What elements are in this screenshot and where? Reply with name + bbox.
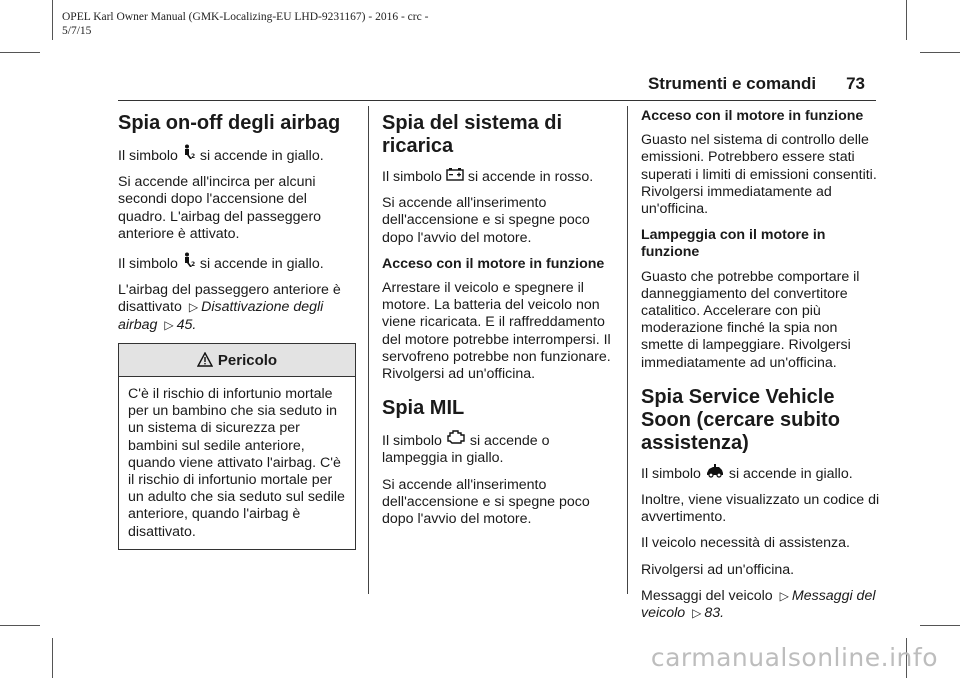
paragraph: Si accende all'incirca per alcuni secondi dopo l'accensione del quadro. L'airbag del passeggero anteriore è attivato. (118, 174, 322, 242)
paragraph (382, 167, 614, 186)
text: si accende in giallo. (199, 256, 324, 273)
paragraph (118, 252, 356, 273)
text: L'airbag del passeggero anteriore è disattivato (118, 282, 341, 316)
print-header (62, 10, 428, 38)
text: Il simbolo (118, 148, 178, 164)
reference-arrow-icon: ▷ (188, 300, 199, 315)
crop-mark (920, 625, 960, 626)
paragraph (382, 429, 614, 467)
subheading: Acceso con il motore in funzione (382, 255, 605, 272)
paragraph: Guasto nel sistema di controllo delle emissioni. Potrebbero essere stati superati i limiti di emissioni consentiti. Rivolgersi immediatamente ad un'officina. (641, 132, 877, 218)
column-3 (641, 108, 881, 631)
text: si accende o lampeggia in giallo. (382, 433, 550, 467)
watermark: carmanualsonline.info (650, 643, 938, 672)
subheading: Lampeggia con il motore in funzione (641, 227, 826, 261)
battery-icon (446, 167, 464, 185)
crop-mark (0, 52, 40, 53)
column-1 (118, 108, 356, 550)
text: Il simbolo (118, 256, 178, 273)
section-title: Strumenti e comandi (647, 74, 817, 93)
crop-mark (52, 638, 53, 678)
reference-arrow-icon: ▷ (692, 606, 702, 621)
danger-text: C'è il rischio di infortunio mortale per un bambino che sia seduto in un sistema di sicurezza per bambini sul sedile anteriore, quando viene attivato l'airbag. C'è il rischio di infortunio mortale per un adulto che sia seduto sul sedile anteriore, quando l'airbag è disattivato. (128, 386, 345, 540)
paragraph: Rivolgersi ad un'officina. (641, 561, 795, 578)
period: . (192, 316, 197, 333)
reference-page[interactable]: 45 (176, 316, 193, 333)
airbag-on-off-icon (182, 144, 196, 164)
paragraph: Il veicolo necessità di assistenza. (641, 535, 850, 552)
heading-service-vehicle: Spia Service Vehicle Soon (cercare subito assistenza) (641, 385, 840, 454)
svg-text:2: 2 (190, 153, 196, 160)
text: Il simbolo (382, 433, 442, 450)
airbag-off-icon (182, 252, 196, 272)
crop-mark (0, 625, 40, 626)
paragraph (118, 144, 356, 165)
column-divider (368, 106, 369, 594)
crop-mark (920, 52, 960, 53)
crop-mark (906, 0, 907, 40)
paragraph: Inoltre, viene visualizzato un codice di avvertimento. (641, 492, 880, 526)
text: Il simbolo (641, 465, 701, 482)
text: si accende in giallo. (728, 465, 853, 482)
running-header (648, 74, 865, 94)
service-vehicle-icon (705, 464, 725, 482)
warning-triangle-icon (197, 352, 213, 367)
crop-mark (52, 0, 53, 40)
engine-check-icon (446, 429, 466, 449)
column-2 (382, 108, 614, 537)
heading-airbag-on-off: Spia on-off degli airbag (118, 112, 341, 134)
paragraph: Arrestare il veicolo e spegnere il motore. La batteria del veicolo non viene ricaricata. E il raffreddamento del motore potrebbe interrompersi. Il servofreno potrebbe non funzionare. Rivolgersi ad un'officina. (382, 280, 611, 383)
paragraph: Guasto che potrebbe comportare il danneggiamento del convertitore catalitico. Accelerare con più moderazione finché la spia non smette di lampeggiare. Rivolgersi immediatamente ad un'officina. (641, 268, 860, 371)
header-rule (118, 100, 876, 101)
column-divider (627, 106, 628, 594)
reference-page[interactable]: 83 (704, 605, 721, 622)
paragraph (641, 588, 881, 622)
print-header-line1: OPEL Karl Owner Manual (GMK-Localizing-EU LHD-9231167) - 2016 - crc - (62, 11, 429, 23)
period: . (720, 605, 725, 622)
heading-mil: Spia MIL (382, 397, 465, 420)
text: si accende in rosso. (467, 169, 594, 185)
text: si accende in giallo. (199, 148, 324, 164)
print-header-line2: 5/7/15 (62, 25, 92, 37)
reference-arrow-icon: ▷ (164, 317, 174, 332)
text: Il simbolo (382, 169, 442, 185)
reference-link[interactable]: Disattivazione degli airbag (118, 299, 324, 333)
paragraph (118, 282, 356, 334)
text: Messaggi del veicolo (641, 587, 773, 604)
danger-header (119, 344, 355, 377)
svg-text:2: 2 (190, 261, 196, 269)
danger-box (118, 343, 356, 550)
paragraph: Si accende all'inserimento dell'accensione e si spegne poco dopo l'avvio del motore. (382, 195, 590, 246)
reference-arrow-icon: ▷ (779, 588, 789, 603)
page-number: 73 (846, 74, 865, 93)
heading-charging-system: Spia del sistema di ricarica (382, 112, 563, 157)
paragraph: Si accende all'inserimento dell'accensione e si spegne poco dopo l'avvio del motore. (382, 476, 590, 528)
subheading: Acceso con il motore in funzione (641, 108, 864, 124)
paragraph (641, 464, 881, 483)
reference-link[interactable]: Messaggi del veicolo (641, 587, 876, 622)
danger-title: Pericolo (217, 351, 278, 369)
